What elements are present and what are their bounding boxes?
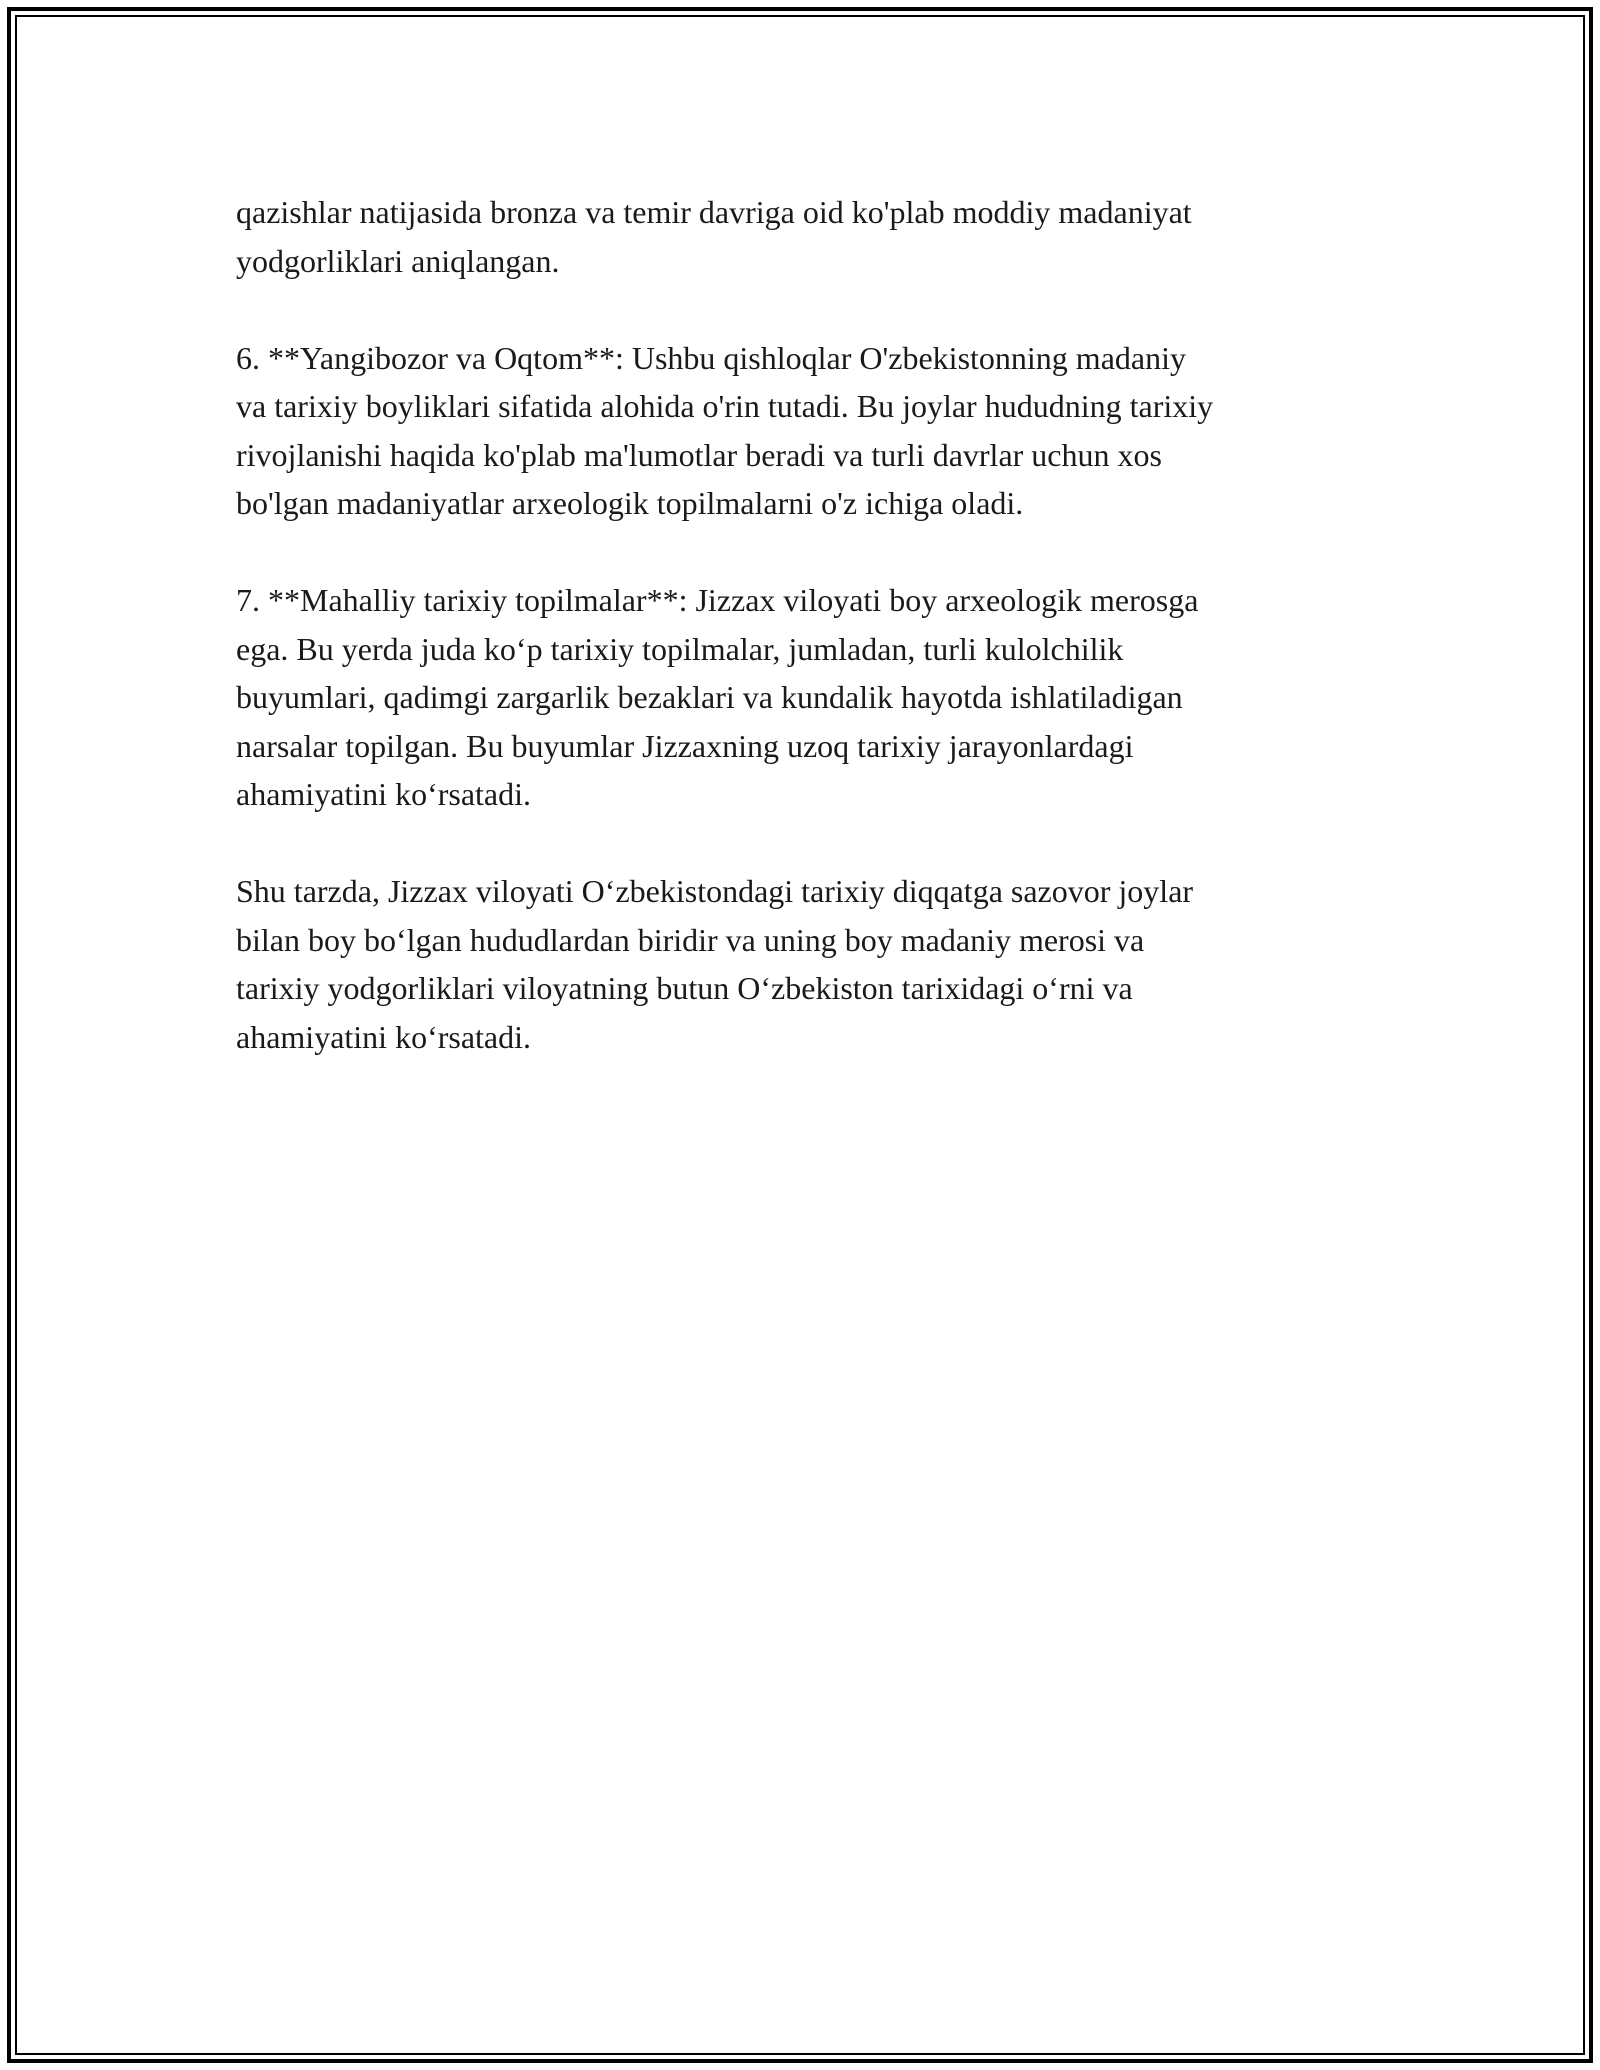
text-line: tarixiy yodgorliklari viloyatning butun O‘zbekiston tarixidagi o‘rni va xyxy=(236,970,1133,1006)
text-line: ahamiyatini ko‘rsatadi. xyxy=(236,776,532,812)
text-line: buyumlari, qadimgi zargarlik bezaklari va kundalik hayotda ishlatiladigan xyxy=(236,679,1183,715)
paragraph-item-6 xyxy=(236,334,1366,528)
text-line: 6. **Yangibozor va Oqtom**: Ushbu qishloqlar O'zbekistonning madaniy xyxy=(236,339,1186,376)
text-line: ega. Bu yerda juda ko‘p tarixiy topilmalar, jumladan, turli kulolchilik xyxy=(236,630,1124,667)
text-line: Shu tarzda, Jizzax viloyati O‘zbekistondagi tarixiy diqqatga sazovor joylar xyxy=(236,873,1194,909)
paragraph-excavation-findings xyxy=(236,188,1366,285)
paragraph-item-7 xyxy=(236,576,1366,819)
text-line: qazishlar natijasida bronza va temir davriga oid ko'plab moddiy madaniyat xyxy=(236,194,1192,230)
text-line: va tarixiy boyliklari sifatida alohida o'rin tutadi. Bu joylar hududning tarixiy xyxy=(236,388,1214,424)
paragraph-conclusion xyxy=(236,867,1366,1061)
text-line: bo'lgan madaniyatlar arxeologik topilmalarni o'z ichiga oladi. xyxy=(236,485,1024,521)
document-body xyxy=(236,188,1366,1110)
text-line: 7. **Mahalliy tarixiy topilmalar**: Jizzax viloyati boy arxeologik merosga xyxy=(236,582,1199,618)
text-line: narsalar topilgan. Bu buyumlar Jizzaxning uzoq tarixiy jarayonlardagi xyxy=(236,727,1134,764)
text-line: rivojlanishi haqida ko'plab ma'lumotlar beradi va turli davrlar uchun xos xyxy=(236,436,1162,473)
text-line: yodgorliklari aniqlangan. xyxy=(236,242,560,279)
text-line: bilan boy bo‘lgan hududlardan biridir va uning boy madaniy merosi va xyxy=(236,921,1145,958)
text-line: ahamiyatini ko‘rsatadi. xyxy=(236,1018,532,1055)
